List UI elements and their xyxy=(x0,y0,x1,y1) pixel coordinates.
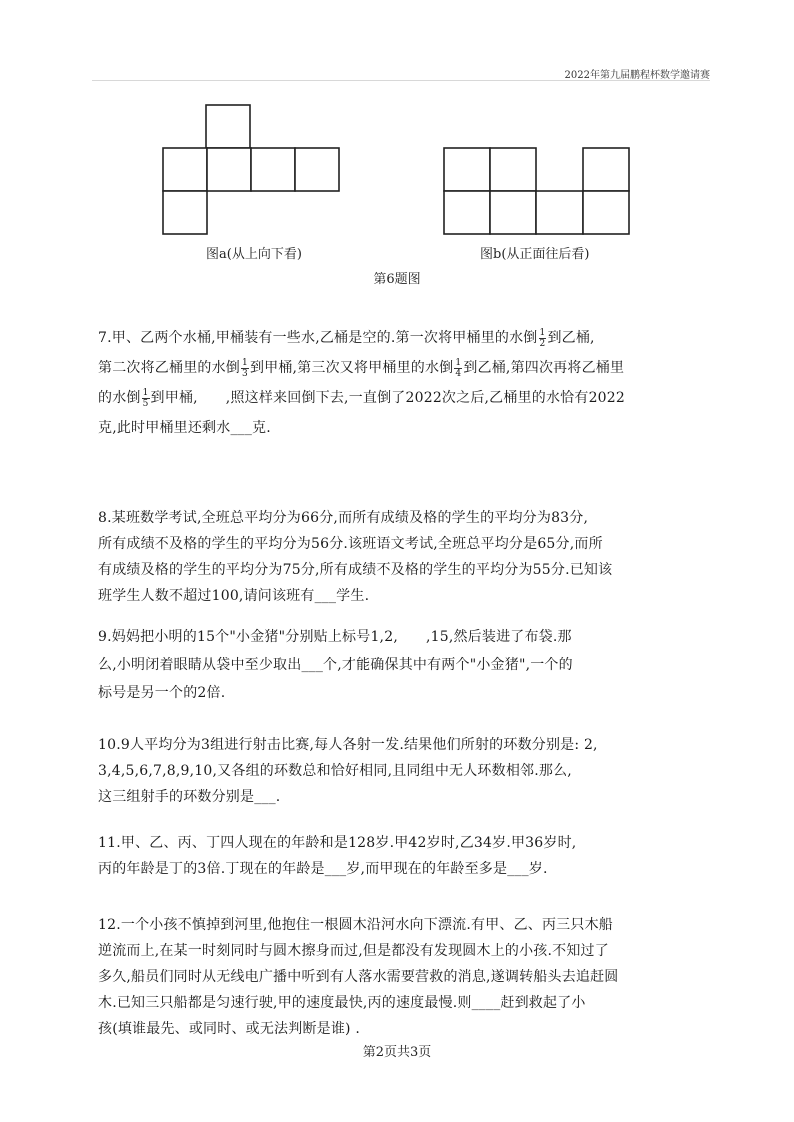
figure-b-square xyxy=(490,191,536,234)
figure-b-square xyxy=(536,191,583,234)
figure-a-grid xyxy=(162,103,342,235)
figure-b-square xyxy=(444,191,490,234)
fraction-numerator: 1 xyxy=(242,357,248,368)
fraction-numerator: 1 xyxy=(142,387,149,398)
fraction-denominator: 5 xyxy=(142,398,149,409)
figure-b-square xyxy=(490,148,536,191)
fraction-one-quarter xyxy=(454,358,462,379)
question-10 xyxy=(98,732,706,810)
question-10-line: 10.9人平均分为3组进行射击比赛,每人各射一发.结果他们所射的环数分别是: 2, xyxy=(98,737,598,753)
figure-a-square xyxy=(251,148,295,191)
fraction-denominator: 2 xyxy=(539,338,546,349)
fraction-numerator: 1 xyxy=(455,357,462,368)
question-7-text: 到乙桶, xyxy=(547,330,595,346)
figure-b-square xyxy=(583,148,629,191)
header-title: 2022年第九届鹏程杯数学邀请赛 xyxy=(564,70,710,81)
figure-a-square xyxy=(207,148,251,191)
question-7-text: 第二次将乙桶里的水倒 xyxy=(98,360,240,376)
question-7-text: 到乙桶,第四次再将乙桶里 xyxy=(463,360,625,376)
question-7 xyxy=(98,323,706,443)
fraction-one-fifth xyxy=(142,388,150,409)
question-12-line: 12.一个小孩不慎掉到河里,他抱住一根圆木沿河水向下漂流.有甲、乙、丙三只木船 xyxy=(98,917,613,933)
fraction-denominator: 3 xyxy=(242,368,248,379)
question-7-text: 到甲桶, xyxy=(150,390,198,406)
question-9-line: 么,小明闭着眼睛从袋中至少取出___个,才能确保其中有两个"小金猪",一个的 xyxy=(98,657,573,673)
question-9-text: ,15,然后装进了布袋.那 xyxy=(425,629,572,645)
question-7-line xyxy=(98,383,706,413)
question-12 xyxy=(98,912,706,1042)
figure-b-square xyxy=(444,148,490,191)
figure-a-square xyxy=(163,148,207,191)
question-7-text: 7.甲、乙两个水桶,甲桶装有一些水,乙桶是空的.第一次将甲桶里的水倒 xyxy=(98,330,538,346)
fraction-denominator: 4 xyxy=(455,368,462,379)
question-10-line: 这三组射手的环数分别是___. xyxy=(98,789,281,805)
question-8-line: 班学生人数不超过100,请问该班有___学生. xyxy=(98,588,370,604)
question-7-line xyxy=(98,323,706,353)
question-9 xyxy=(98,623,706,707)
figure-a-square xyxy=(163,191,207,234)
question-7-text: 到甲桶,第三次又将甲桶里的水倒 xyxy=(249,360,454,376)
figure-b-square xyxy=(583,191,629,234)
question-12-line: 孩(填谁最先、或同时、或无法判断是谁) . xyxy=(98,1021,361,1037)
header-divider xyxy=(92,80,710,81)
fraction-one-third xyxy=(241,358,249,379)
figure-a-square xyxy=(295,148,339,191)
question-11-line: 丙的年龄是丁的3倍.丁现在的年龄是___岁,而甲现在的年龄至多是___岁. xyxy=(98,861,548,877)
figure-a-caption: 图a(从上向下看) xyxy=(206,247,302,262)
question-9-text: 9.妈妈把小明的15个"小金猪"分别贴上标号1,2, xyxy=(98,629,398,645)
question-12-line: 多久,船员们同时从无线电广播中听到有人落水需要营救的消息,遂调转船头去追赶圆 xyxy=(98,969,619,985)
fraction-numerator: 1 xyxy=(539,327,546,338)
figure-a-square xyxy=(206,105,250,148)
question-9-line: 标号是另一个的2倍. xyxy=(98,685,226,701)
question-8-line: 8.某班数学考试,全班总平均分为66分,而所有成绩及格的学生的平均分为83分, xyxy=(98,510,589,526)
question-11-line: 11.甲、乙、丙、丁四人现在的年龄和是128岁.甲42岁时,乙34岁.甲36岁时, xyxy=(98,835,577,851)
question-11 xyxy=(98,830,706,882)
question-12-line: 木.已知三只船都是匀速行驶,甲的速度最快,丙的速度最慢.则____赶到救起了小 xyxy=(98,995,586,1011)
figure-b-grid xyxy=(443,147,633,235)
question-7-text: ,照这样来回倒下去,一直倒了2022次之后,乙桶里的水恰有2022 xyxy=(225,390,626,406)
question-8-line: 所有成绩不及格的学生的平均分为56分.该班语文考试,全班总平均分是65分,而所 xyxy=(98,536,603,552)
figure-b-caption: 图b(从正面往后看) xyxy=(480,247,590,262)
page-number: 第2页共3页 xyxy=(362,1045,432,1060)
question-7-text: 的水倒 xyxy=(98,390,141,406)
fraction-one-half xyxy=(539,328,547,349)
figure-title: 第6题图 xyxy=(373,272,421,287)
question-7-line: 克,此时甲桶里还剩水___克. xyxy=(98,420,271,436)
question-12-line: 逆流而上,在某一时刻同时与圆木擦身而过,但是都没有发现圆木上的小孩.不知过了 xyxy=(98,943,609,959)
question-8-line: 有成绩及格的学生的平均分为75分,所有成绩不及格的学生的平均分为55分.已知该 xyxy=(98,562,613,578)
question-8 xyxy=(98,505,706,609)
question-10-line: 3,4,5,6,7,8,9,10,又各组的环数总和恰好相同,且同组中无人环数相邻.那么, xyxy=(98,763,572,779)
question-9-line xyxy=(98,623,706,651)
question-7-line xyxy=(98,353,706,383)
